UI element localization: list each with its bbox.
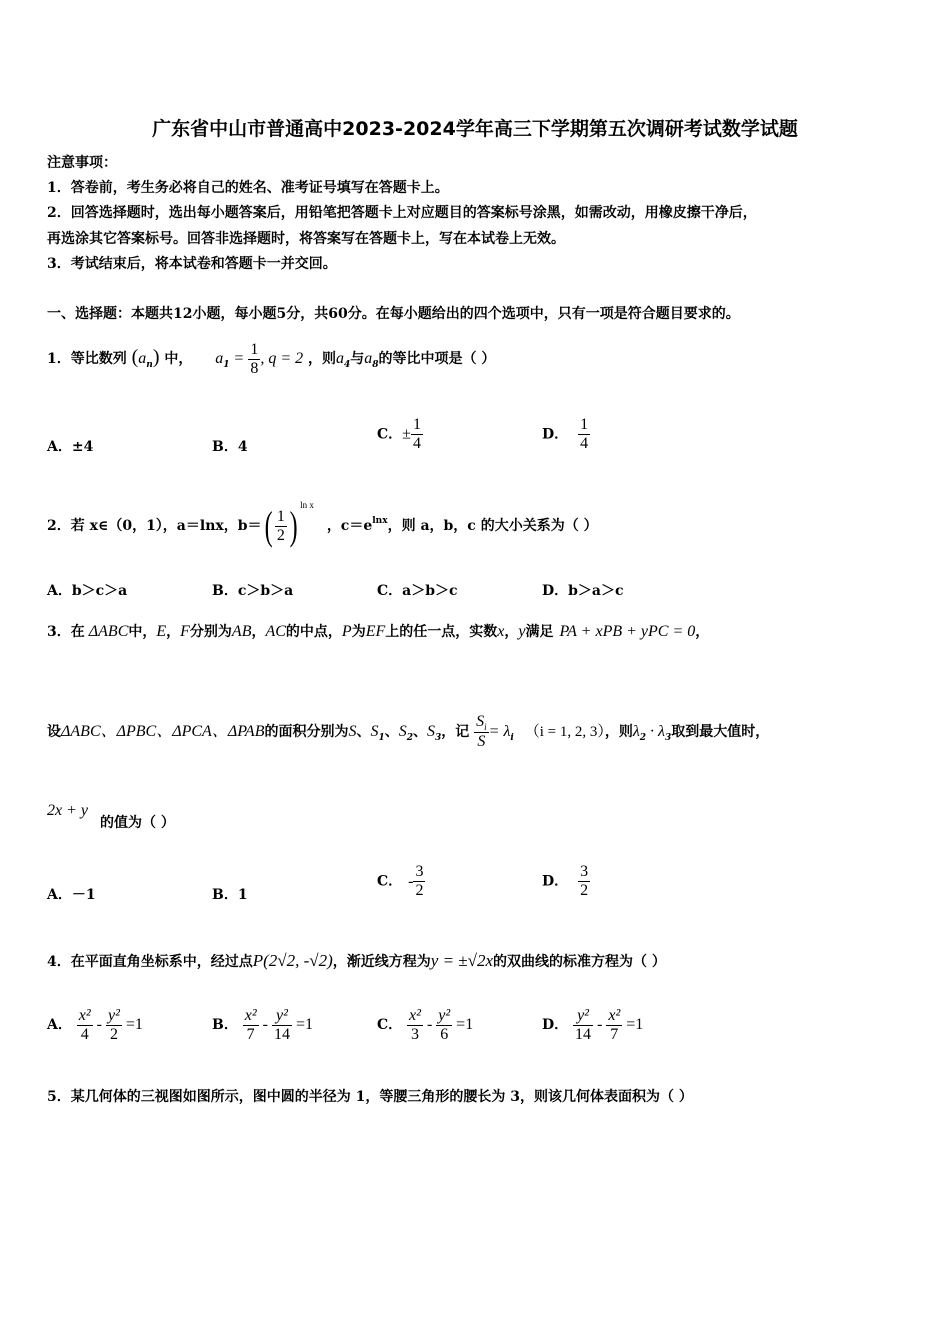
q3-sep-1: ， (166, 624, 181, 640)
notes-item: 1．答卷前，考生务必将自己的姓名、准考证号填写在答题卡上。 (47, 180, 449, 196)
q2-c-exp: lnx (372, 516, 388, 526)
q4-option-b-minus: - (258, 1016, 272, 1033)
q4-option-a-d2: 2 (109, 1025, 118, 1043)
q1-frac (248, 341, 260, 378)
q4-option-d[interactable] (542, 1003, 643, 1047)
q4-option-a-n2: y² (107, 1006, 120, 1024)
q3-text-2: 分别为 (189, 624, 232, 640)
q1-a8: a (364, 350, 373, 367)
q4-option-d-frac-2 (606, 1007, 622, 1044)
q4-option-c-eq: =1 (452, 1016, 474, 1033)
q3-S2-sub: 2 (406, 733, 414, 743)
q3-option-d[interactable] (542, 863, 590, 900)
q3-P: P (341, 623, 352, 640)
q3-S2: S (398, 723, 407, 740)
q3-line2-prefix: 设 (47, 724, 61, 740)
q4-mid: ，渐近线方程为 (332, 954, 431, 970)
q4-option-b-frac-1 (243, 1007, 259, 1044)
section-heading: 一、选择题：本题共12小题，每小题5分，共60分。在每小题给出的四个选项中，只有一项是符合题目要求的。 (47, 306, 740, 322)
q4-option-c-n2: y² (438, 1006, 451, 1024)
q3-lambda-3-sub: 3 (664, 733, 672, 743)
q1-option-d-num: 1 (580, 416, 589, 433)
q3-y: y (518, 623, 526, 640)
q3-option-c-num: 3 (415, 863, 424, 880)
q1-frac-den: 8 (250, 359, 259, 377)
q4-option-c-frac-1 (407, 1007, 423, 1044)
q3-option-c-den: 2 (415, 882, 424, 899)
notes-item: 2．回答选择题时，选出每小题答案后，用铅笔把答题卡上对应题目的答案标号涂黑，如需改动，用橡皮擦干净后， (47, 205, 757, 221)
q1-after: ，则 (307, 351, 336, 367)
q2-tail: ，则 a，b，c 的大小关系为（ ） (387, 518, 598, 534)
q4-option-a-minus: - (92, 1016, 106, 1033)
q3-ratio-num: S (476, 713, 485, 730)
q1-option-b[interactable] (212, 436, 248, 456)
q3-line2-b: ，记 (441, 724, 470, 740)
q3-AB: AB (231, 623, 252, 640)
q4-option-c-d1: 3 (410, 1025, 419, 1043)
q3-AC: AC (265, 623, 286, 640)
q2-b-exp: ln x (300, 500, 314, 510)
q3-S3: S (427, 723, 436, 740)
q4-option-b-d2: 14 (273, 1025, 290, 1043)
q1-option-b-label: B． (212, 439, 238, 455)
q1-with: 与 (350, 351, 365, 367)
notes-header: 注意事项： (47, 155, 117, 171)
q4-option-a-frac-2 (106, 1007, 122, 1044)
q3-lambda-sub: i (510, 733, 514, 743)
q3-E: E (156, 623, 167, 640)
q3-vector-equation: PA + xPB + yPC = 0 (559, 623, 696, 640)
q3-S: S (348, 723, 357, 740)
question-1: 1．等比数列 $(a_n)$ 中， $a_1$ = $\frac{1}{8}$ , q = 2 ，则$a_4$与$a_8$的等比中项是（ ） (47, 340, 496, 377)
q3-option-a[interactable]: A．－1 (47, 887, 96, 903)
q1-a1: a (215, 350, 224, 367)
q3-option-c-frac (413, 863, 425, 900)
q3-sep-2: ， (251, 624, 266, 640)
q1-ratio: , q = 2 (260, 350, 304, 367)
q3-area-sep: 、 (413, 724, 428, 740)
q4-option-b-n1: x² (244, 1006, 257, 1024)
q4-option-b-eq: =1 (291, 1016, 313, 1033)
q4-asymptote: y = ±√2x (430, 951, 494, 970)
q4-option-a-d1: 4 (80, 1025, 89, 1043)
q3-triangle: ΔABC (88, 623, 129, 640)
q3-triangles: ΔABC、ΔPBC、ΔPCA、ΔPAB (61, 723, 265, 740)
q1-a4-sub: 4 (343, 360, 351, 370)
q3-expression: 2x + y (47, 802, 88, 819)
notes-item: 3．考试结束后，将本试卷和答题卡一并交回。 (47, 256, 337, 272)
q1-a8-sub: 8 (372, 360, 379, 370)
q1-mid: 中， (164, 351, 193, 367)
q1-seq-sub: n (146, 360, 153, 370)
q3-text-5: 上的任一点，实数 (385, 624, 498, 640)
q4-point: P(2√2, -√2) (252, 951, 333, 970)
q3-line3-tail: 的值为（ ） (100, 815, 175, 831)
q4-option-d-d2: 7 (610, 1025, 619, 1043)
q1-a1-sub: 1 (223, 360, 230, 370)
q3-option-d-den: 2 (580, 882, 589, 899)
q4-option-d-minus: - (593, 1016, 607, 1033)
q1-option-c-pm: ± (402, 425, 411, 443)
q1-option-c-label: C． (377, 426, 403, 443)
q4-option-a[interactable] (47, 1003, 143, 1047)
q1-option-c-frac (411, 416, 423, 453)
q1-option-d-frac (578, 416, 590, 453)
q2-c-part: ，c＝e (326, 518, 373, 534)
notes-item: 再选涂其它答案标号。回答非选择题时，将答案写在答题卡上，写在本试卷上无效。 (47, 231, 565, 247)
q3-S1-sub: 1 (378, 733, 385, 743)
q3-sep-3: ， (504, 624, 519, 640)
q3-F: F (180, 623, 190, 640)
q4-option-b-d1: 7 (246, 1025, 255, 1043)
q3-S3-sub: 3 (435, 733, 442, 743)
q4-option-d-label: D． (542, 1017, 569, 1033)
q2-b-num: 1 (276, 507, 285, 525)
page-title: 广东省中山市普通高中2023-2024学年高三下学期第五次调研考试数学试题 (152, 118, 798, 140)
q3-option-d-frac (578, 863, 590, 900)
q3-option-c-minus: - (408, 872, 414, 890)
q3-ratio-den: S (477, 733, 486, 750)
q1-frac-num: 1 (250, 340, 259, 358)
q4-prefix: 4．在平面直角坐标系中，经过点 (47, 954, 253, 970)
q3-i-range: （i = 1, 2, 3） (524, 724, 605, 740)
q4-option-c-frac-2 (436, 1007, 452, 1044)
q4-option-c[interactable] (377, 1003, 473, 1047)
q3-x: x (497, 623, 505, 640)
q1-option-d-label: D． (542, 426, 569, 443)
q3-line2-d: 取到最大值时， (671, 724, 770, 740)
q4-option-a-label: A． (47, 1017, 72, 1033)
q3-lambda-2: λ (632, 723, 640, 740)
q3-area-sep: 、 (384, 724, 399, 740)
q2-option-c[interactable]: C．a＞b＞c (377, 583, 458, 599)
q4-option-a-eq: =1 (121, 1016, 143, 1033)
q3-text-7: ， (695, 624, 710, 640)
q3-ratio-frac (474, 713, 489, 751)
q2-option-a[interactable]: A．b＞c＞a (47, 583, 128, 599)
q3-line2-c: ，则 (604, 724, 633, 740)
q3-EF: EF (365, 623, 386, 640)
q1-option-a-label: A． (47, 439, 72, 455)
q1-option-a[interactable] (47, 436, 93, 456)
q1-option-a-value: ±4 (71, 439, 94, 455)
q2-b-frac (275, 508, 287, 545)
q3-lambda-dot: · λ (646, 723, 665, 740)
q3-lambda-eq: = λ (488, 723, 511, 740)
q2-option-b[interactable]: B．c＞b＞a (212, 583, 294, 599)
q3-option-b[interactable]: B．1 (212, 887, 248, 903)
q4-option-c-minus: - (422, 1016, 437, 1033)
q1-option-c-den: 4 (412, 435, 421, 452)
q4-option-b-label: B． (212, 1017, 238, 1033)
q3-lambda-2-sub: 2 (639, 733, 647, 743)
q1-option-b-value: 4 (237, 439, 248, 455)
q4-option-a-n1: x² (78, 1006, 91, 1024)
q4-option-d-d1: 14 (575, 1025, 592, 1043)
q4-option-d-n2: x² (608, 1006, 621, 1024)
q1-option-d[interactable] (542, 416, 590, 453)
q3-text-3: 的中点， (285, 624, 342, 640)
q3-text-6: 满足 (525, 624, 554, 640)
q3-option-d-label: D． (542, 873, 569, 890)
q3-area-sep: 、 (356, 724, 371, 740)
q4-tail: 的双曲线的标准方程为（ ） (493, 954, 666, 970)
q2-b-den: 2 (276, 526, 285, 544)
q3-text-4: 为 (351, 624, 366, 640)
q3-prefix: 3．在 (47, 624, 85, 640)
q1-prefix: 1．等比数列 (47, 351, 127, 367)
q3-line-2 (47, 710, 769, 756)
question-2: 2．若 x∈（0，1），a＝lnx，b＝( $\frac{1}{2}$ ) $^{ln x}$ ，$c=e^{lnx}$，则 a，b，c 的大小关系为（ ） (47, 500, 598, 548)
q1-option-c[interactable] (377, 416, 423, 453)
q3-option-c-label: C． (377, 873, 403, 890)
q3-text-1: 中， (128, 624, 157, 640)
q4-option-c-n1: x² (409, 1006, 421, 1024)
q4-option-d-frac-1 (573, 1007, 593, 1044)
q3-ratio-num-sub: i (484, 722, 487, 732)
q4-option-d-n1: y² (573, 1007, 593, 1026)
q2-option-d[interactable]: D．b＞a＞c (542, 583, 624, 599)
q1-tail: 的等比中项是（ ） (378, 351, 496, 367)
q4-option-b-frac-2 (272, 1007, 292, 1044)
q3-option-c[interactable] (377, 863, 425, 900)
q3-S1: S (370, 723, 379, 740)
question-4 (47, 946, 666, 977)
q3-line2-a: 的面积分别为 (264, 724, 349, 740)
q4-option-a-frac-1 (77, 1007, 93, 1044)
q4-option-b[interactable] (212, 1003, 313, 1047)
q1-a4: a (335, 350, 344, 367)
q4-option-b-n2: y² (272, 1007, 292, 1026)
question-3 (47, 620, 709, 644)
q1-eq: = (234, 350, 244, 367)
q3-line-3 (47, 799, 88, 823)
q1-option-c-num: 1 (412, 416, 421, 433)
q1-seq: a (138, 350, 147, 367)
q4-option-c-label: C． (377, 1017, 403, 1033)
q4-option-c-d2: 6 (440, 1025, 449, 1043)
q3-option-d-num: 3 (580, 863, 589, 880)
question-5: 5．某几何体的三视图如图所示，图中圆的半径为 1，等腰三角形的腰长为 3，则该几何体表面积为（ ） (47, 1089, 693, 1105)
q2-prefix: 2．若 x∈（0，1），a＝lnx，b＝ (47, 518, 262, 534)
q1-option-d-den: 4 (580, 435, 589, 452)
q4-option-d-eq: =1 (622, 1016, 644, 1033)
